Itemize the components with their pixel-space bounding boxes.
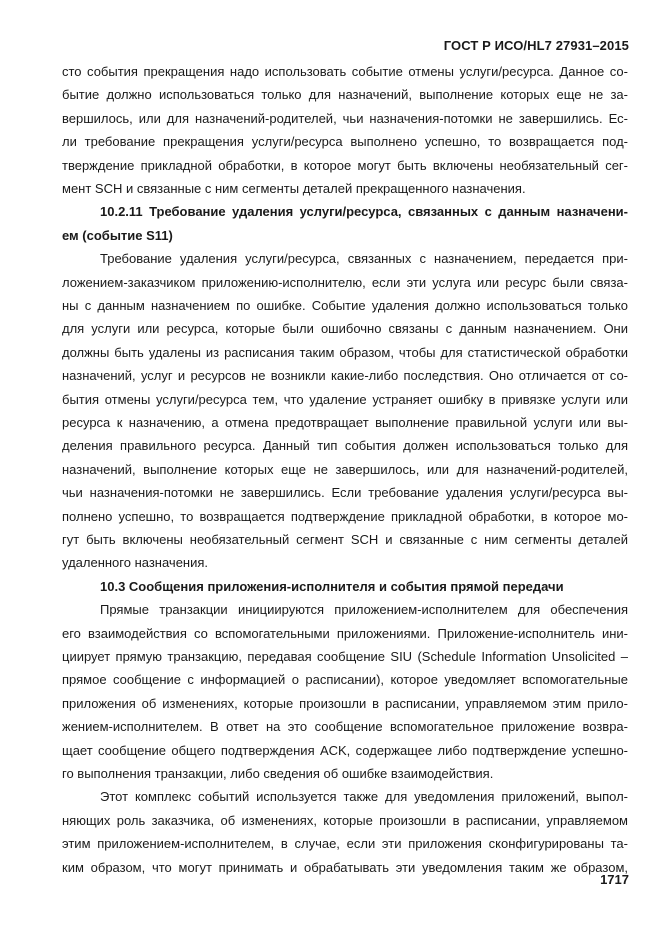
text-line: вершилось, или для назначений-родителей, чьи назначения-потомки не завершились. Ес- [62, 110, 628, 126]
text-line: тверждение прикладной обработки, в которое могут быть включены необязательный сег- [62, 157, 628, 173]
text-line: ны с данным назначением по ошибке. Событие удаления должно использоваться только [62, 298, 628, 313]
text-line: ложением-заказчиком приложению-исполнителю, если эти услуга или ресурс были связа- [62, 274, 628, 290]
text-line: гут быть включены необязательный сегмент SCH и связанные с ним сегменты деталей [62, 532, 628, 547]
text-line: го выполнения транзакции, либо сведения об ошибке взаимодействия. [62, 766, 494, 781]
text-line: щает сообщение общего подтверждения ACK, содержащее либо подтверждение успешно- [62, 742, 628, 758]
text-line: Прямые транзакции инициируются приложением-исполнителем для обеспечения [100, 602, 628, 618]
text-line: полнено успешно, то возвращается подтверждение прикладной обработки, в которое мо- [62, 508, 628, 524]
text-line: его взаимодействия со вспомогательными приложениями. Приложение-исполнитель ини- [62, 625, 628, 641]
text-line: циирует прямую транзакцию, передавая сообщение SIU (Schedule Information Unsolicited – [62, 649, 628, 664]
running-header: ГОСТ Р ИСО/HL7 27931–2015 [443, 38, 629, 53]
text-line: Этот комплекс событий используется также для уведомления приложений, выпол- [100, 789, 628, 805]
text-line: для услуги или ресурса, которые были ошибочно связаны с данным назначением. Они [62, 321, 628, 337]
section-heading-line: ем (событие S11) [62, 227, 173, 243]
text-line: бытие должно использоваться только для назначений, выполнение которых еще не за- [62, 87, 628, 103]
text-line: мент SCH и связанные с ним сегменты деталей прекращенного назначения. [62, 181, 526, 196]
text-line: чьи назначения-потомки не завершились. Если требование удаления услуги/ресурса вы- [62, 485, 628, 501]
section-heading-line: 10.3 Сообщения приложения-исполнителя и события прямой передачи [100, 578, 564, 594]
text-line: должны быть удалены из расписания таким образом, чтобы для статистической обработки [62, 344, 628, 360]
page-number: 1717 [600, 872, 629, 887]
section-heading-line: 10.2.11 Требование удаления услуги/ресурса, связанных с данным назначени- [100, 204, 628, 220]
text-line: Требование удаления услуги/ресурса, связанных с назначением, передается при- [100, 251, 628, 267]
text-line: жением-исполнителем. В ответ на это сообщение вспомогательное приложение возвра- [62, 719, 628, 735]
text-line: деления правильного ресурса. Данный тип события должен использоваться только для [62, 438, 628, 454]
text-line: этим приложением-исполнителем, в случае, если эти приложения сконфигурированы та- [62, 836, 628, 852]
text-line: бытия отмены услуги/ресурса тем, что удаление устраняет ошибку в привязке услуги или [62, 391, 628, 407]
text-line: сто события прекращения надо использовать событие отмены услуги/ресурса. Данное со- [62, 64, 628, 79]
text-line: ким образом, что могут принимать и обрабатывать эти уведомления таким же образом, [62, 859, 628, 875]
text-line: ресурса к назначению, а отмена предотвращает выполнение правильной услуги или вы- [62, 415, 628, 430]
text-line: назначений, выполнение которых еще не завершилось, или для назначений-родителей, [62, 461, 628, 477]
text-line: ли требование прекращения услуги/ресурса выполнено успешно, то возвращается под- [62, 134, 628, 150]
text-line: удаленного назначения. [62, 555, 209, 571]
text-line: приложения об изменениях, которые произошли в расписании, управляемом этим прило- [62, 695, 628, 711]
text-line: назначений, услуг и ресурсов не возникли какие-либо последствия. Оно отличается от со- [62, 368, 628, 384]
text-line: няющих роль заказчика, об изменениях, которые произошли в расписании, управляемом [62, 812, 628, 828]
text-line: прямое сообщение с информацией о расписании), которое уведомляет вспомогательные [62, 672, 628, 688]
